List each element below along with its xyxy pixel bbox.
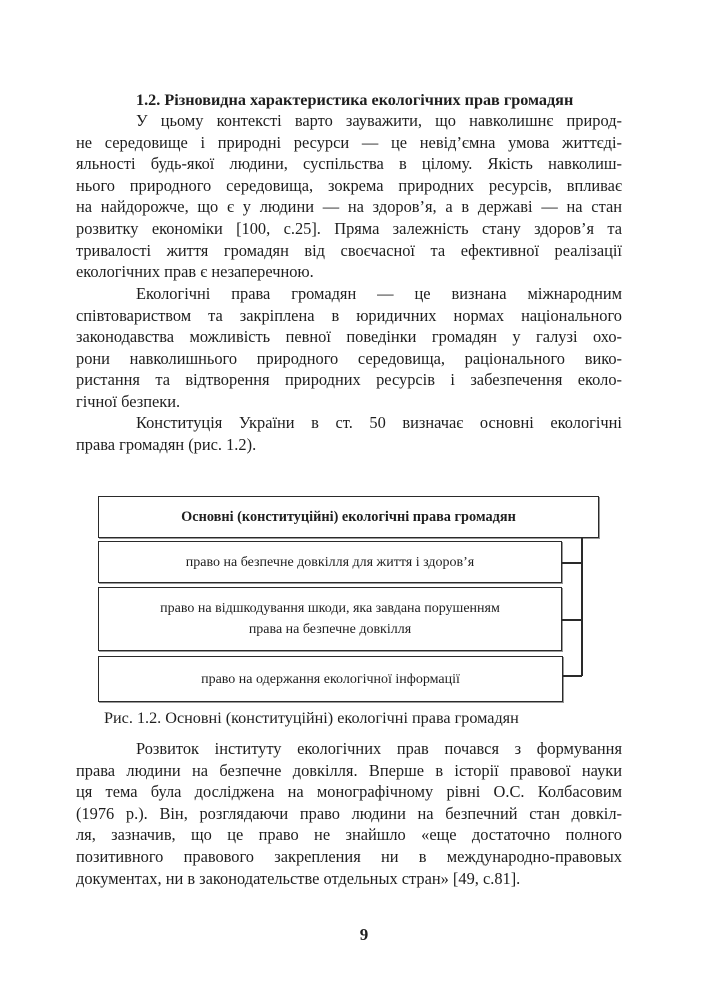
paragraph-2	[76, 283, 622, 413]
text-line: тривалості життя громадян від своєчасної та ефективної реалізації	[76, 240, 622, 260]
diagram-item-box	[98, 541, 562, 583]
connector-line-vertical	[581, 537, 583, 676]
text-line: на найдорожче, що є у людини — на здоров’я, а в державі — на стан	[76, 197, 622, 217]
text-line: ця тема була досліджена на монографічному рівні О.С. Колбасовим	[76, 782, 622, 802]
text-line: екологічних прав є незаперечною.	[76, 262, 314, 282]
text-line: рони навколишнього природного середовища, раціонального вико-	[76, 348, 622, 368]
diagram-item-text: право на безпечне довкілля для життя і здоров’я	[185, 554, 475, 570]
connector-line-horizontal	[562, 562, 582, 564]
paragraph-4	[76, 738, 622, 889]
diagram-item-box	[98, 656, 563, 702]
text-line: яльності будь-якої людини, суспільства в цілому. Якість навколиш-	[76, 154, 622, 174]
text-line: ристання та відтворення природних ресурсів і забезпечення еколо-	[76, 370, 622, 390]
text-line: гічної безпеки.	[76, 391, 181, 411]
text-line: розвитку економіки [100, с.25]. Пряма залежність стану здоров’я та	[76, 218, 622, 238]
text-line: Екологічні права громадян — це визнана міжнародним	[136, 284, 622, 303]
text-line: документах, ни в законодательстве отдельных стран» [49, с.81].	[76, 868, 521, 888]
paragraph-3	[76, 412, 622, 455]
text-line: (1976 р.). Він, розглядаючи право людини на безпечний стан довкіл-	[76, 803, 622, 823]
text-line: нього природного середовища, зокрема природних ресурсів, впливає	[76, 175, 622, 195]
text-line: ля, зазначив, що це право не знайшло «еще достаточно полного	[76, 825, 622, 845]
diagram-item-line: право на відшкодування шкоди, яка завдана порушенням	[160, 601, 500, 616]
diagram-header-text: Основні (конституційні) екологічні права громадян	[181, 508, 516, 525]
paragraph-1	[76, 110, 622, 283]
text-line: законодавства можливість певної поведінки громадян у галузі охо-	[76, 327, 622, 347]
text-line: не середовище і природні ресурси — це невід’ємна умова життєді-	[76, 132, 622, 152]
text-line: співтовариством та закріплена в юридичних нормах національного	[76, 305, 622, 325]
diagram-header-box	[98, 496, 599, 538]
section-heading: 1.2. Різновидна характеристика екологічних прав громадян	[136, 91, 574, 109]
diagram-item-text	[160, 598, 500, 640]
text-line: права громадян (рис. 1.2).	[76, 434, 257, 454]
figure-caption: Рис. 1.2. Основні (конституційні) екологічні права громадян	[104, 709, 519, 727]
connector-line-horizontal	[563, 675, 582, 677]
text-line: позитивного правового закрепления ни в международно-правовых	[76, 846, 622, 866]
text-line: Розвиток інституту екологічних прав почався з формування	[136, 739, 622, 758]
diagram-item-box	[98, 587, 562, 651]
text-line: Конституція України в ст. 50 визначає основні екологічні	[136, 413, 622, 432]
diagram-item-text: право на одержання екологічної інформації	[201, 671, 460, 687]
page-number: 9	[359, 925, 369, 944]
text-line: У цьому контексті варто зауважити, що навколишнє природ-	[136, 111, 622, 130]
diagram-item-line: права на безпечне довкілля	[248, 622, 412, 637]
connector-line-horizontal	[562, 619, 582, 621]
text-line: права людини на безпечне довкілля. Вперше в історії правової науки	[76, 760, 622, 780]
